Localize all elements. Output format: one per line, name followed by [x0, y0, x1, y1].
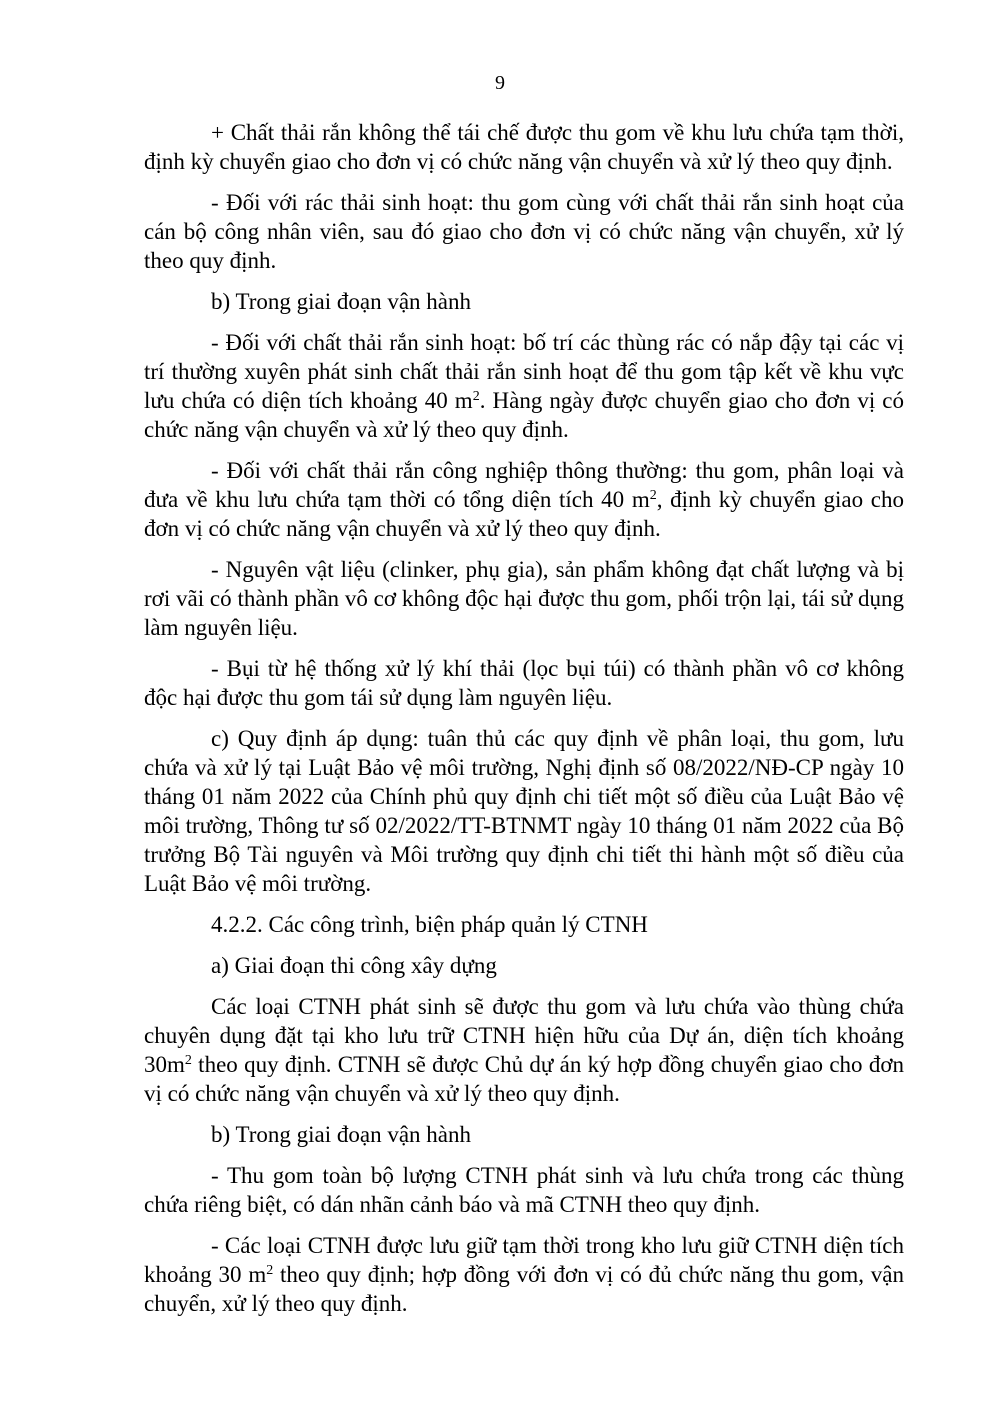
- paragraph-text-after: , định kỳ chuyển giao cho đơn vị có chức năng vận chuyển và xử lý theo quy định.: [144, 487, 904, 541]
- paragraph-text-after: theo quy định. CTNH sẽ được Chủ dự án ký hợp đồng chuyển giao cho đơn vị có chức năng vận chuyển và xử lý theo quy định.: [144, 1052, 904, 1106]
- section-heading-construction-phase: a) Giai đoạn thi công xây dựng: [211, 953, 497, 978]
- paragraph-text-before: - Đối với chất thải rắn công nghiệp thông thường: thu gom, phân loại và đưa về khu lưu chứa tạm thời có tổng diện tích 40 m: [144, 458, 904, 512]
- paragraph-text-after: theo quy định; hợp đồng với đơn vị có đủ chức năng thu gom, vận chuyển, xử lý theo quy định.: [144, 1262, 904, 1316]
- section-heading-operation-phase: b) Trong giai đoạn vận hành: [211, 289, 472, 314]
- paragraph-text-before: Các loại CTNH phát sinh sẽ được thu gom và lưu chứa vào thùng chứa chuyên dụng đặt tại kho lưu trữ CTNH hiện hữu của Dự án, diện tích khoảng 30m: [144, 994, 904, 1077]
- superscript: 2: [472, 389, 480, 404]
- paragraph-text-after: . Hàng ngày được chuyển giao cho đơn vị có chức năng vận chuyển và xử lý theo quy định.: [144, 388, 904, 442]
- superscript: 2: [649, 488, 657, 503]
- paragraph-ctnh-construction: [144, 992, 904, 1108]
- paragraph-domestic-solid-waste: [144, 328, 904, 444]
- superscript: 2: [184, 1053, 192, 1068]
- page-number: 9: [495, 72, 505, 94]
- paragraph-raw-materials: - Nguyên vật liệu (clinker, phụ gia), sản phẩm không đạt chất lượng và bị rơi vãi có thành phần vô cơ không độc hại được thu gom, phối trộn lại, tái sử dụng làm nguyên liệu.: [144, 557, 904, 640]
- section-heading-operation-phase-2: b) Trong giai đoạn vận hành: [211, 1122, 472, 1147]
- paragraph-text-before: - Đối với chất thải rắn sinh hoạt: bố trí các thùng rác có nắp đậy tại các vị trí thường xuyên phát sinh chất thải rắn sinh hoạt để thu gom tập kết về khu vực lưu chứa có diện tích khoảng 40 m: [144, 330, 904, 413]
- paragraph-ctnh-storage: [144, 1231, 904, 1318]
- paragraph-dust: - Bụi từ hệ thống xử lý khí thải (lọc bụi túi) có thành phần vô cơ không độc hại được thu gom tái sử dụng làm nguyên liệu.: [144, 656, 904, 710]
- paragraph-text-before: - Các loại CTNH được lưu giữ tạm thời trong kho lưu giữ CTNH diện tích khoảng 30 m: [144, 1233, 904, 1287]
- paragraph-applicable-regulations: c) Quy định áp dụng: tuân thủ các quy định về phân loại, thu gom, lưu chứa và xử lý tại Luật Bảo vệ môi trường, Nghị định số 08/2022/NĐ-CP ngày 10 tháng 01 năm 2022 của Chính phủ quy định chi tiết một số điều của Luật Bảo vệ môi trường, Thông tư số 02/2022/TT-BTNMT ngày 10 tháng 01 năm 2022 của Bộ trưởng Bộ Tài nguyên và Môi trường quy định chi tiết thi hành một số điều của Luật Bảo vệ môi trường.: [144, 726, 904, 896]
- paragraph-industrial-solid-waste: [144, 456, 904, 543]
- paragraph-recyclable-waste: + Chất thải rắn không thể tái chế được thu gom về khu lưu chứa tạm thời, định kỳ chuyển giao cho đơn vị có chức năng vận chuyển và xử lý theo quy định.: [144, 120, 904, 174]
- paragraph-domestic-garbage: - Đối với rác thải sinh hoạt: thu gom cùng với chất thải rắn sinh hoạt của cán bộ công nhân viên, sau đó giao cho đơn vị có chức năng vận chuyển, xử lý theo quy định.: [144, 190, 904, 273]
- section-heading-hazardous-waste: 4.2.2. Các công trình, biện pháp quản lý CTNH: [211, 912, 648, 937]
- document-body: [144, 118, 904, 1330]
- superscript: 2: [266, 1263, 274, 1278]
- paragraph-ctnh-collection: - Thu gom toàn bộ lượng CTNH phát sinh và lưu chứa trong các thùng chứa riêng biệt, có dán nhãn cảnh báo và mã CTNH theo quy định.: [144, 1163, 904, 1217]
